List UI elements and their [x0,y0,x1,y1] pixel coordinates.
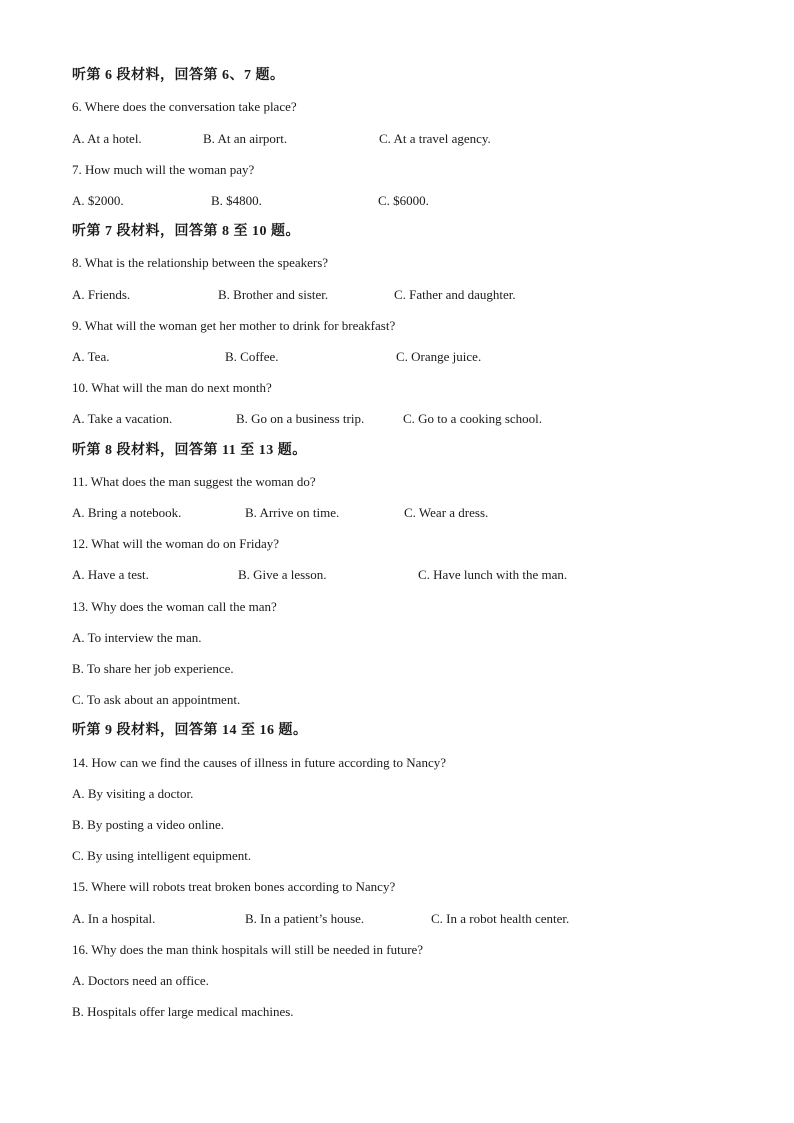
option-14-b: B. By posting a video online. [72,817,225,832]
option-7-b: B. $4800. [211,193,262,208]
question-7: 7. How much will the woman pay? [72,162,255,177]
option-8-b: B. Brother and sister. [218,287,329,302]
question-16: 16. Why does the man think hospitals will still be needed in future? [72,942,424,957]
options-row-12 [72,567,722,583]
question-6: 6. Where does the conversation take place? [72,99,297,114]
question-14: 14. How can we find the causes of illness in future according to Nancy? [72,755,446,770]
section-heading-7: 听第 7 段材料，回答第 8 至 10 题。 [72,224,300,239]
option-12-c: C. Have lunch with the man. [418,567,568,582]
option-9-c: C. Orange juice. [396,349,482,364]
question-13: 13. Why does the woman call the man? [72,599,277,614]
option-6-c: C. At a travel agency. [379,131,491,146]
options-row-10 [72,411,722,427]
option-15-b: B. In a patient’s house. [245,911,365,926]
question-8: 8. What is the relationship between the speakers? [72,255,329,270]
option-13-a: A. To interview the man. [72,630,202,645]
section-heading-6: 听第 6 段材料，回答第 6、7 题。 [72,68,285,83]
option-8-c: C. Father and daughter. [394,287,516,302]
options-row-6 [72,131,722,147]
option-11-a: A. Bring a notebook. [72,505,182,520]
option-15-c: C. In a robot health center. [431,911,570,926]
question-9: 9. What will the woman get her mother to drink for breakfast? [72,318,396,333]
option-10-b: B. Go on a business trip. [236,411,365,426]
question-10: 10. What will the man do next month? [72,380,272,395]
option-8-a: A. Friends. [72,287,131,302]
option-16-b: B. Hospitals offer large medical machines. [72,1004,294,1019]
option-6-a: A. At a hotel. [72,131,142,146]
section-heading-9: 听第 9 段材料，回答第 14 至 16 题。 [72,723,308,738]
options-row-15 [72,911,722,927]
option-15-a: A. In a hospital. [72,911,156,926]
question-12: 12. What will the woman do on Friday? [72,536,280,551]
option-13-b: B. To share her job experience. [72,661,234,676]
option-7-c: C. $6000. [378,193,429,208]
option-16-a: A. Doctors need an office. [72,973,209,988]
options-row-7 [72,193,722,209]
option-13-c: C. To ask about an appointment. [72,692,241,707]
options-row-11 [72,505,722,521]
option-10-c: C. Go to a cooking school. [403,411,543,426]
options-row-9 [72,349,722,365]
option-11-c: C. Wear a dress. [404,505,489,520]
option-7-a: A. $2000. [72,193,124,208]
option-12-b: B. Give a lesson. [238,567,327,582]
question-15: 15. Where will robots treat broken bones according to Nancy? [72,879,396,894]
option-6-b: B. At an airport. [203,131,288,146]
options-row-8 [72,287,722,303]
option-9-b: B. Coffee. [225,349,279,364]
section-heading-8: 听第 8 段材料，回答第 11 至 13 题。 [72,443,307,458]
question-11: 11. What does the man suggest the woman do? [72,474,316,489]
option-14-c: C. By using intelligent equipment. [72,848,252,863]
option-14-a: A. By visiting a doctor. [72,786,194,801]
option-10-a: A. Take a vacation. [72,411,173,426]
option-11-b: B. Arrive on time. [245,505,340,520]
option-12-a: A. Have a test. [72,567,149,582]
option-9-a: A. Tea. [72,349,110,364]
